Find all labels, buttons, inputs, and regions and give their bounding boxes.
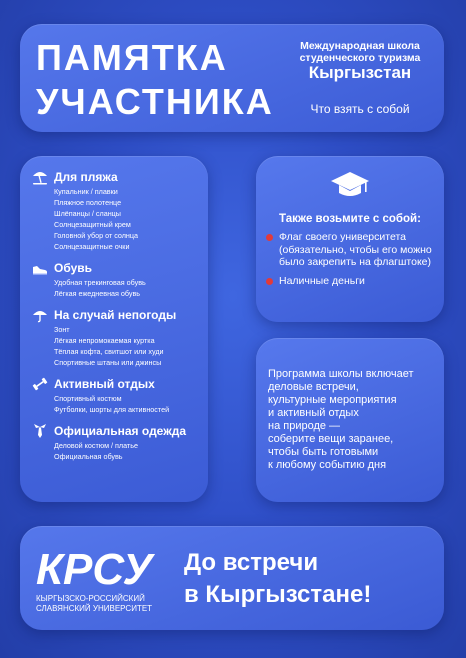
farewell-line-1: До встречи [184, 549, 319, 576]
necktie-icon [32, 423, 48, 439]
subtitle: Что взять с собой [310, 102, 410, 116]
section-official [32, 422, 208, 462]
list-item: Зонт [54, 325, 70, 334]
list-item: Шлёпанцы / сланцы [54, 209, 121, 218]
list-item: Футболки, шорты для активностей [54, 405, 170, 414]
list-item: Официальная обувь [54, 452, 123, 461]
sneaker-icon [32, 260, 48, 276]
dumbbell-icon [32, 376, 48, 392]
also-item-text: Наличные деньги [279, 274, 365, 287]
program-line: соберите вещи заранее, [268, 433, 394, 445]
header-card [20, 24, 444, 132]
umbrella-icon [32, 307, 48, 323]
university-name-line-1: КЫРГЫЗСКО-РОССИЙСКИЙ [36, 594, 145, 603]
bullet-dot [266, 278, 273, 285]
section-beach [32, 168, 208, 252]
section-active [32, 375, 208, 415]
also-item [266, 231, 434, 269]
school-line-1: Международная школа [300, 40, 420, 52]
krsu-logo [36, 544, 156, 595]
list-item: Солнцезащитные очки [54, 242, 130, 251]
section-weather [32, 306, 208, 368]
list-item: Спортивные штаны или джинсы [54, 358, 162, 367]
list-item: Лёгкая непромокаемая куртка [54, 336, 155, 345]
list-item: Солнцезащитный крем [54, 220, 131, 229]
program-line: чтобы быть готовыми [268, 446, 379, 458]
also-bring-card [256, 156, 444, 322]
section-title: Активный отдых [54, 377, 155, 391]
beach-umbrella-icon [32, 169, 48, 185]
title-line-2: УЧАСТНИКА [36, 81, 274, 122]
section-title: На случай непогоды [54, 308, 177, 322]
bullet-dot [266, 234, 273, 241]
list-item: Деловой костюм / платье [54, 441, 138, 450]
packing-list-card [20, 156, 208, 502]
program-line: культурные мероприятия [268, 394, 397, 406]
university-name-line-2: СЛАВЯНСКИЙ УНИВЕРСИТЕТ [36, 604, 153, 613]
footer-card [20, 526, 444, 630]
also-title: Также возьмите с собой: [279, 213, 421, 225]
title-line-1: ПАМЯТКА [36, 37, 228, 78]
also-item [266, 275, 434, 288]
program-line: к любому событию дня [268, 459, 387, 471]
section-title: Официальная одежда [54, 424, 186, 438]
farewell-line-2: в Кыргызстане! [184, 581, 372, 608]
section-title: Для пляжа [54, 170, 118, 184]
list-item: Головной убор от солнца [54, 231, 139, 240]
program-line: Программа школы включает [268, 368, 414, 380]
program-line: на природе — [268, 420, 341, 432]
school-line-2: студенческого туризма [299, 52, 421, 64]
list-item: Лёгкая ежедневная обувь [54, 289, 141, 298]
list-item: Пляжное полотенце [54, 198, 122, 207]
list-item: Спортивный костюм [54, 394, 122, 403]
program-line: и активный отдых [268, 407, 359, 419]
section-title: Обувь [54, 261, 93, 275]
program-line: деловые встречи, [268, 381, 359, 393]
section-shoes [32, 259, 208, 299]
list-item: Удобная трекинговая обувь [54, 278, 146, 287]
program-card [256, 338, 444, 502]
graduation-cap-icon [330, 170, 370, 205]
also-item-text: Флаг своего университета (обязательно, чтобы его можно было закрепить на флагштоке) [279, 231, 432, 268]
list-item: Тёплая кофта, свитшот или худи [54, 347, 164, 356]
logo-text: КРСУ [36, 545, 153, 590]
country-name: Кыргызстан [308, 63, 412, 82]
list-item: Купальник / плавки [54, 187, 118, 196]
